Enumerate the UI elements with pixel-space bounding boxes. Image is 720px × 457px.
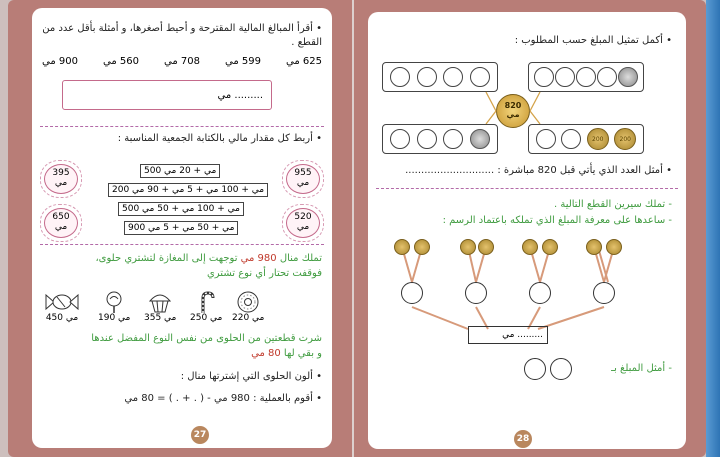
r-ex2-text: أمثل العدد الذي يأتي قبل 820 مباشرة : <box>497 165 663 176</box>
gold-coin-icon <box>460 239 476 255</box>
ex2-instruction: • أربط كل مقدار مالي بالكتابة الجمعية المناسبة : <box>42 132 322 146</box>
purchase-amount: 80 مي <box>251 348 281 359</box>
r-ex3-intro: - تملك سيرين القطع التالية . <box>553 199 672 210</box>
gold-coin-icon <box>478 239 494 255</box>
sweet-item[interactable] <box>98 291 130 323</box>
r-ex3-intro-text: تملك سيرين القطع التالية . <box>553 199 666 210</box>
silver-coin-icon <box>470 129 490 149</box>
ex1-answer-box[interactable] <box>62 80 272 110</box>
right-page <box>354 0 706 457</box>
page-number: 27 <box>191 426 209 444</box>
flower-amount[interactable]: 520 مي <box>286 208 320 238</box>
r-ex2-instruction <box>382 164 672 178</box>
connector-lines <box>368 12 686 182</box>
intro-text: توجهت إلى المغازة لتشتري حلوى، <box>95 253 238 264</box>
empty-coin-slot[interactable] <box>536 129 556 149</box>
coin-slot[interactable] <box>524 358 546 380</box>
intro-text: تملك منال <box>279 253 322 264</box>
expression-box[interactable]: 200 مي + 100 مي + 5 مي + 90 مي <box>108 183 268 197</box>
gold-coin-icon <box>606 239 622 255</box>
coin-group-partial[interactable] <box>528 124 644 154</box>
gold-coin-icon <box>586 239 602 255</box>
sum-circle[interactable] <box>593 282 615 304</box>
ex3-purchase-line1: شرت قطعتين من الحلوى من نفس النوع المفضل عندها <box>91 333 322 344</box>
ex3-intro-line2: فوقفت تحتار أي نوع تشتري <box>206 268 322 279</box>
divider <box>40 244 324 245</box>
sweet-price: 190 مي <box>98 313 131 323</box>
price-item: 625 مي <box>286 56 322 67</box>
gold-coin-icon <box>522 239 538 255</box>
left-sheet <box>32 8 332 448</box>
gold-coin-icon <box>414 239 430 255</box>
sweet-item[interactable] <box>232 291 264 323</box>
operation-expression[interactable]: 980 مي - ( . + . ) = 80 مي <box>124 393 250 404</box>
ex3-intro <box>37 252 322 266</box>
gold-coin-icon <box>614 128 636 150</box>
book-edge <box>706 0 720 457</box>
tree-answer-box[interactable] <box>468 326 548 344</box>
sum-circle[interactable] <box>401 282 423 304</box>
page-number: 28 <box>514 430 532 448</box>
price-item: 560 مي <box>103 56 139 67</box>
coin-label: 200 <box>619 135 631 143</box>
gold-coin-icon <box>394 239 410 255</box>
gold-coin-icon <box>587 128 609 150</box>
price-list <box>42 56 322 67</box>
sum-circle[interactable] <box>529 282 551 304</box>
r-ex3-instruction-text: ساعدها على معرفة المبلغ الذي تملكه باعتماد الرسم : <box>442 215 666 226</box>
r-ex1-instruction: • أكمل تمثيل المبلغ حسب المطلوب : <box>382 34 672 48</box>
divider <box>376 188 678 189</box>
sum-circle[interactable] <box>465 282 487 304</box>
sweet-item[interactable] <box>144 291 176 323</box>
sweet-price: 355 مي <box>144 313 177 323</box>
candy-icon <box>44 291 80 313</box>
operation-label: • أقوم بالعملية : <box>253 393 322 404</box>
flower-amount[interactable]: 650 مي <box>44 208 78 238</box>
ex3-operation-row <box>37 392 322 406</box>
lollipop-icon <box>102 291 126 313</box>
r-ex4-text: أمثل المبلغ بـ <box>611 363 666 374</box>
left-page <box>8 0 352 457</box>
answer-placeholder: ......... مي <box>502 330 543 340</box>
expression-box[interactable]: 500 مي + 100 مي + 50 مي <box>118 202 244 216</box>
gold-coin-icon <box>542 239 558 255</box>
divider <box>40 126 324 127</box>
expression-box[interactable]: 500 مي + 20 مي <box>140 164 220 178</box>
flower-amount[interactable]: 395 مي <box>44 164 78 194</box>
ex1-instruction: • أقرأ المبالغ المالية المقترحة و أحيط أصغرها، و أمثلة بأقل عدد من القطع . <box>42 22 322 49</box>
intro-amount: 980 مي <box>240 253 277 264</box>
flower-amount[interactable]: 955 مي <box>286 164 320 194</box>
empty-coin-slot[interactable] <box>443 129 463 149</box>
r-ex4-instruction: - أمثل المبلغ بـ <box>611 363 672 374</box>
coin-label: 200 <box>592 135 604 143</box>
candy-cane-icon <box>195 291 217 313</box>
center-amount: 820 <box>504 101 522 111</box>
empty-coin-slot[interactable] <box>561 129 581 149</box>
price-item: 599 مي <box>225 56 261 67</box>
expression-box[interactable]: 900 مي + 50 مي + 5 مي <box>124 221 238 235</box>
cupcake-icon <box>147 291 173 313</box>
price-item: 900 مي <box>42 56 78 67</box>
r-ex2-answer[interactable]: ............................ <box>405 165 495 176</box>
answer-placeholder: ......... مي <box>217 89 263 101</box>
sweet-price: 220 مي <box>232 313 265 323</box>
sweet-item[interactable] <box>190 291 222 323</box>
donut-icon <box>236 291 260 313</box>
sweet-price: 450 مي <box>45 313 79 323</box>
center-unit: مي <box>506 110 520 119</box>
sweet-item[interactable] <box>44 291 80 323</box>
price-item: 708 مي <box>164 56 200 67</box>
coin-group-partial[interactable] <box>382 124 498 154</box>
sweet-price: 250 مي <box>190 313 223 323</box>
purchase-text: و بقي لها <box>283 348 322 359</box>
right-sheet <box>368 12 686 449</box>
ex3-purchase-line2 <box>37 347 322 361</box>
coin-slot[interactable] <box>550 358 572 380</box>
r-ex3-instruction: - ساعدها على معرفة المبلغ الذي تملكه باعتماد الرسم : <box>442 215 672 226</box>
empty-coin-slot[interactable] <box>417 129 437 149</box>
ex3-question: • ألون الحلوى التي إشترتها منال : <box>37 370 322 384</box>
empty-coin-slot[interactable] <box>390 129 410 149</box>
